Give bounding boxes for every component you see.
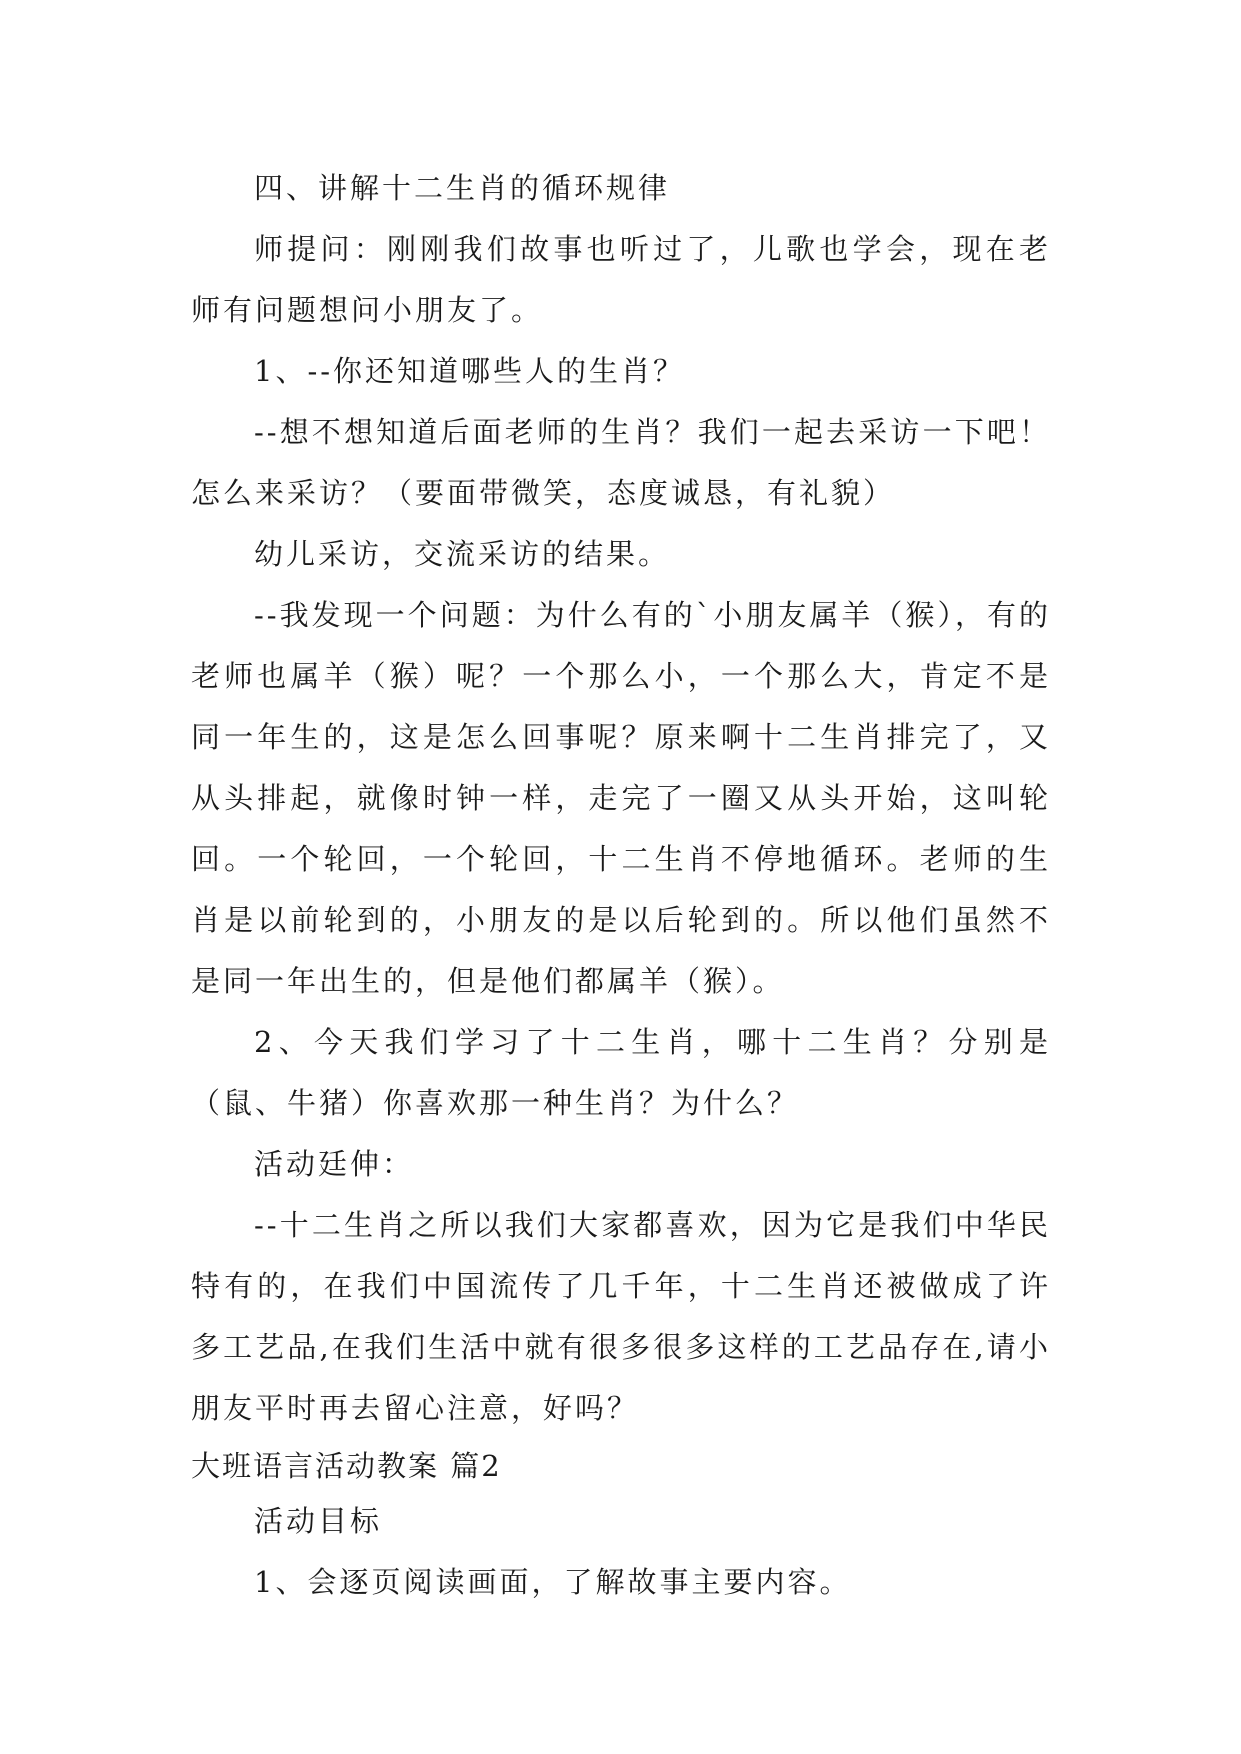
paragraph-extension-body: --十二生肖之所以我们大家都喜欢，因为它是我们中华民特有的，在我们中国流传了几千年，十二生肖还被做成了许多工艺品,在我们生活中就有很多很多这样的工艺品存在,请小朋友平时再去留心注意，好吗？ [191, 1208, 1051, 1425]
paragraph-goal-one: 1、会逐页阅读画面，了解故事主要内容。 [254, 1565, 852, 1599]
paragraph-cycle-explanation: --我发现一个问题：为什么有的`小朋友属羊（猴），有的老师也属羊（猴）呢？一个那么小，一个那么大，肯定不是同一年生的，这是怎么回事呢？原来啊十二生肖排完了，又从头排起，就像时钟一样，走完了一圈又从头开始，这叫轮回。一个轮回，一个轮回，十二生肖不停地循环。老师的生肖是以前轮到的，小朋友的是以后轮到的。所以他们虽然不是同一年出生的，但是他们都属羊（猴）。 [191, 598, 1051, 998]
paragraph-question-one: 1、--你还知道哪些人的生肖？ [254, 354, 686, 388]
paragraph-activity-goal-title: 活动目标 [254, 1504, 383, 1538]
section-heading: 大班语言活动教案 篇2 [191, 1449, 502, 1483]
paragraph-interview-result: 幼儿采访，交流采访的结果。 [254, 537, 671, 571]
paragraph-question-two: 2、今天我们学习了十二生肖，哪十二生肖？分别是（鼠、牛猪）你喜欢那一种生肖？为什么？ [191, 1025, 1051, 1120]
paragraph-extension-title: 活动廷伸： [254, 1147, 415, 1181]
paragraph-section-four-title: 四、讲解十二生肖的循环规律 [254, 171, 671, 205]
paragraph-teacher-question: 师提问：刚刚我们故事也听过了，儿歌也学会，现在老师有问题想问小朋友了。 [191, 232, 1051, 327]
paragraph-interview-prompt: --想不想知道后面老师的生肖？我们一起去采访一下吧！怎么来采访？（要面带微笑，态度诚恳，有礼貌） [191, 415, 1051, 510]
